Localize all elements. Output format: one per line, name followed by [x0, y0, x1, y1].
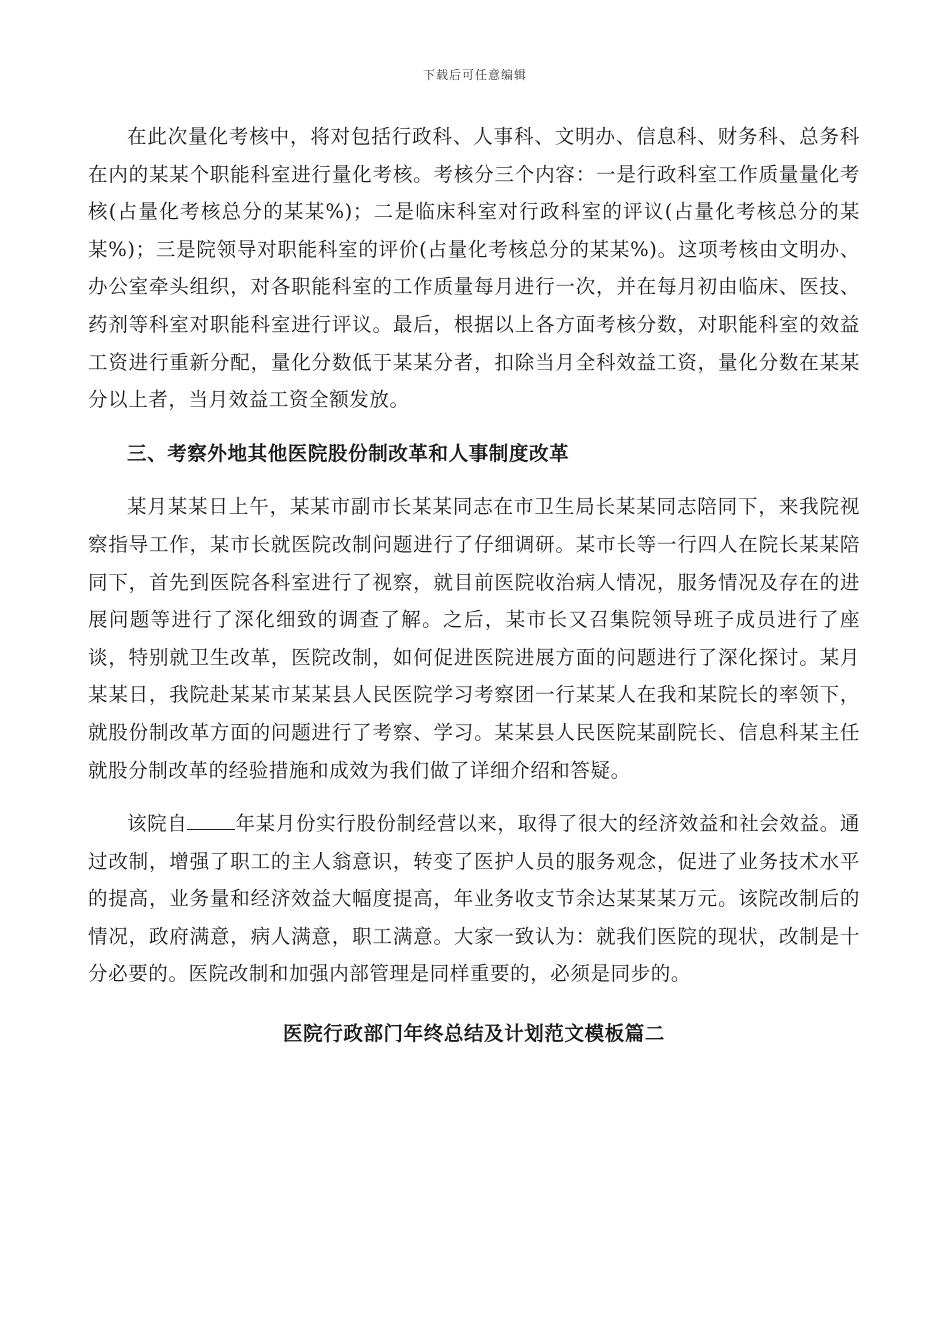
paragraph-quantitative-assessment: 在此次量化考核中，将对包括行政科、人事科、文明办、信息科、财务科、总务科在内的某某个职能科室进行量化考核。考核分三个内容：一是行政科室工作质量量化考核(占量化考核总分的某某%)；二是临床科室对行政科室的评议(占量化考核总分的某某%)；三是院领导对职能科室的评价(占量化考核总分的某某%)。这项考核由文明办、办公室牵头组织，对各职能科室的工作质量每月进行一次，并在每月初由临床、医技、药剂等科室对职能科室进行评议。最后，根据以上各方面考核分数，对职能科室的效益工资进行重新分配，量化分数低于某某分者，扣除当月全科效益工资，量化分数在某某分以上者，当月效益工资全额发放。 — [88, 125, 860, 412]
heading-section-three: 三、考察外地其他医院股份制改革和人事制度改革 — [127, 441, 570, 465]
paragraph-inspection-visit: 某月某某日上午，某某市副市长某某同志在市卫生局长某某同志陪同下，来我院视察指导工作，某市长就医院改制问题进行了仔细调研。某市长等一行四人在院长某某陪同下，首先到医院各科室进行了视察，就目前医院收治病人情况，服务情况及存在的进展问题等进行了深化细致的调查了解。之后，某市长又召集院领导班子成员进行了座谈，特别就卫生改革，医院改制，如何促进医院进展方面的问题进行了深化探讨。某月某某日，我院赴某某市某某县人民医院学习考察团一行某某人在我和某院长的率领下，就股份制改革方面的问题进行了考察、学习。某某县人民医院某副院长、信息科某主任就股分制改革的经验措施和成效为我们做了详细介绍和答疑。 — [88, 495, 860, 782]
paragraph-reform-results-rest: 年某月份实行股份制经营以来，取得了很大的经济效益和社会效益。通过改制，增强了职工的主人翁意识，转变了医护人员的服务观念，促进了业务技术水平的提高，业务量和经济效益大幅度提高，年业务收支节余达某某某万元。该院改制后的情况，政府满意，病人满意，职工满意。大家一致认为：就我们医院的现状，改制是十分必要的。医院改制和加强内部管理是同样重要的，必须是同步的。 — [88, 812, 860, 986]
section-title-part-two: 医院行政部门年终总结及计划范文模板篇二 — [283, 1022, 665, 1046]
paragraph-reform-results-start: 该院自 — [127, 812, 188, 836]
paragraph-reform-results — [88, 805, 860, 993]
page-header-watermark: 下载后可任意编辑 — [422, 68, 527, 82]
blank-year-field — [187, 811, 235, 830]
document-body — [88, 118, 860, 1053]
